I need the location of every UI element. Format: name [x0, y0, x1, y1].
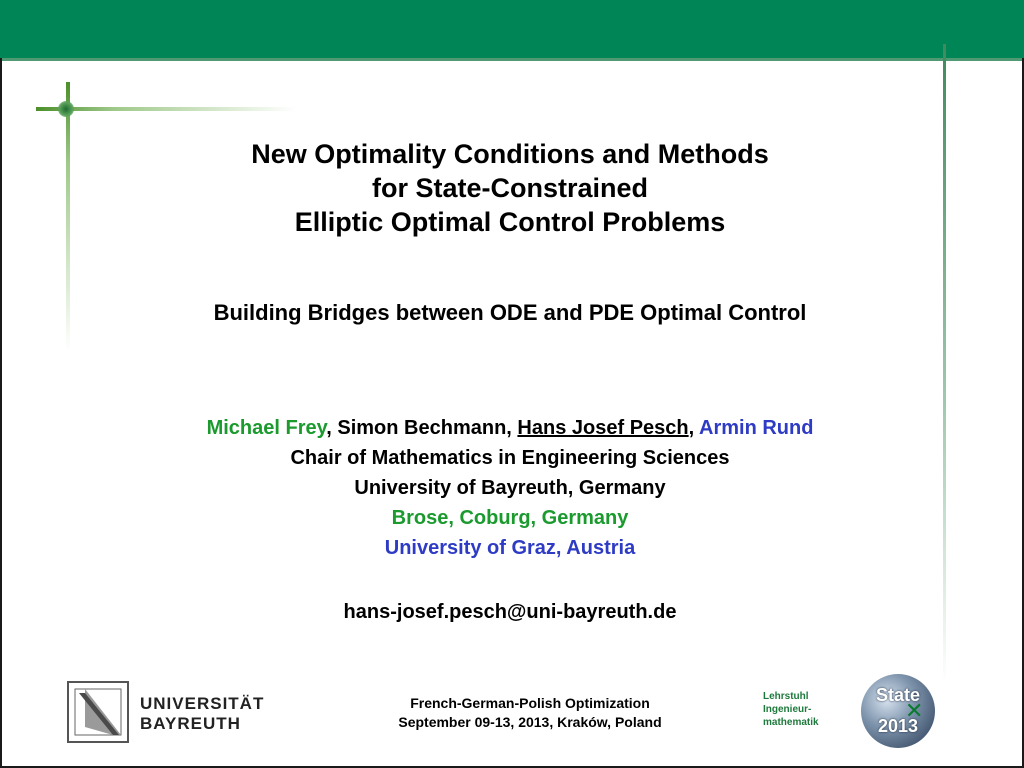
footer-line-1: French-German-Polish Optimization: [410, 695, 650, 711]
decorative-dot: [58, 101, 74, 117]
slide-title: [110, 137, 910, 239]
university-logo-icon: [67, 681, 129, 743]
author-separator: ,: [326, 417, 338, 439]
logo-mark-icon: [69, 683, 127, 741]
title-line-2: for State-Constrained: [371, 173, 649, 203]
affiliation-graz: University of Graz, Austria: [384, 537, 636, 559]
affiliation-chair: Chair of Mathematics in Engineering Sciences: [290, 447, 730, 469]
slide-subtitle: Building Bridges between ODE and PDE Optimal Control: [213, 300, 807, 325]
globe-text-1: State: [875, 685, 920, 705]
author-separator: ,: [506, 417, 518, 439]
logo-line-2: BAYREUTH: [140, 714, 241, 733]
chair-line-2: Ingenieur-: [763, 704, 812, 715]
footer-line-2: September 09-13, 2013, Kraków, Poland: [398, 714, 662, 730]
author-separator: ,: [688, 417, 699, 439]
header-bar: [0, 0, 1024, 58]
left-border: [0, 58, 2, 768]
conference-footer: [330, 694, 730, 732]
globe-text-2: 2013: [877, 716, 919, 736]
affiliation-brose: Brose, Coburg, Germany: [391, 507, 629, 529]
contact-email: hans-josef.pesch@uni-bayreuth.de: [343, 601, 677, 623]
header-bar-edge: [0, 58, 1024, 61]
author-michael-frey: Michael Frey: [206, 417, 327, 439]
author-simon-bechmann: Simon Bechmann: [337, 417, 507, 439]
author-line: [60, 413, 960, 443]
author-armin-rund: Armin Rund: [699, 417, 814, 439]
decorative-right-line: [943, 44, 946, 684]
university-logo-text: [140, 694, 264, 734]
logo-line-1: UNIVERSITÄT: [140, 694, 265, 713]
author-block: [60, 413, 960, 563]
globe-logo-icon: [861, 674, 935, 748]
title-line-1: New Optimality Conditions and Methods: [251, 139, 769, 169]
chair-line-3: mathematik: [763, 717, 819, 728]
title-line-3: Elliptic Optimal Control Problems: [294, 207, 726, 237]
globe-cross-icon: ✕: [905, 698, 924, 723]
chair-line-1: Lehrstuhl: [763, 691, 809, 702]
chair-logo-text: [763, 690, 853, 729]
affiliation-bayreuth: University of Bayreuth, Germany: [354, 477, 666, 499]
author-hans-josef-pesch: Hans Josef Pesch: [517, 417, 689, 439]
decorative-horizontal-line: [36, 107, 296, 111]
